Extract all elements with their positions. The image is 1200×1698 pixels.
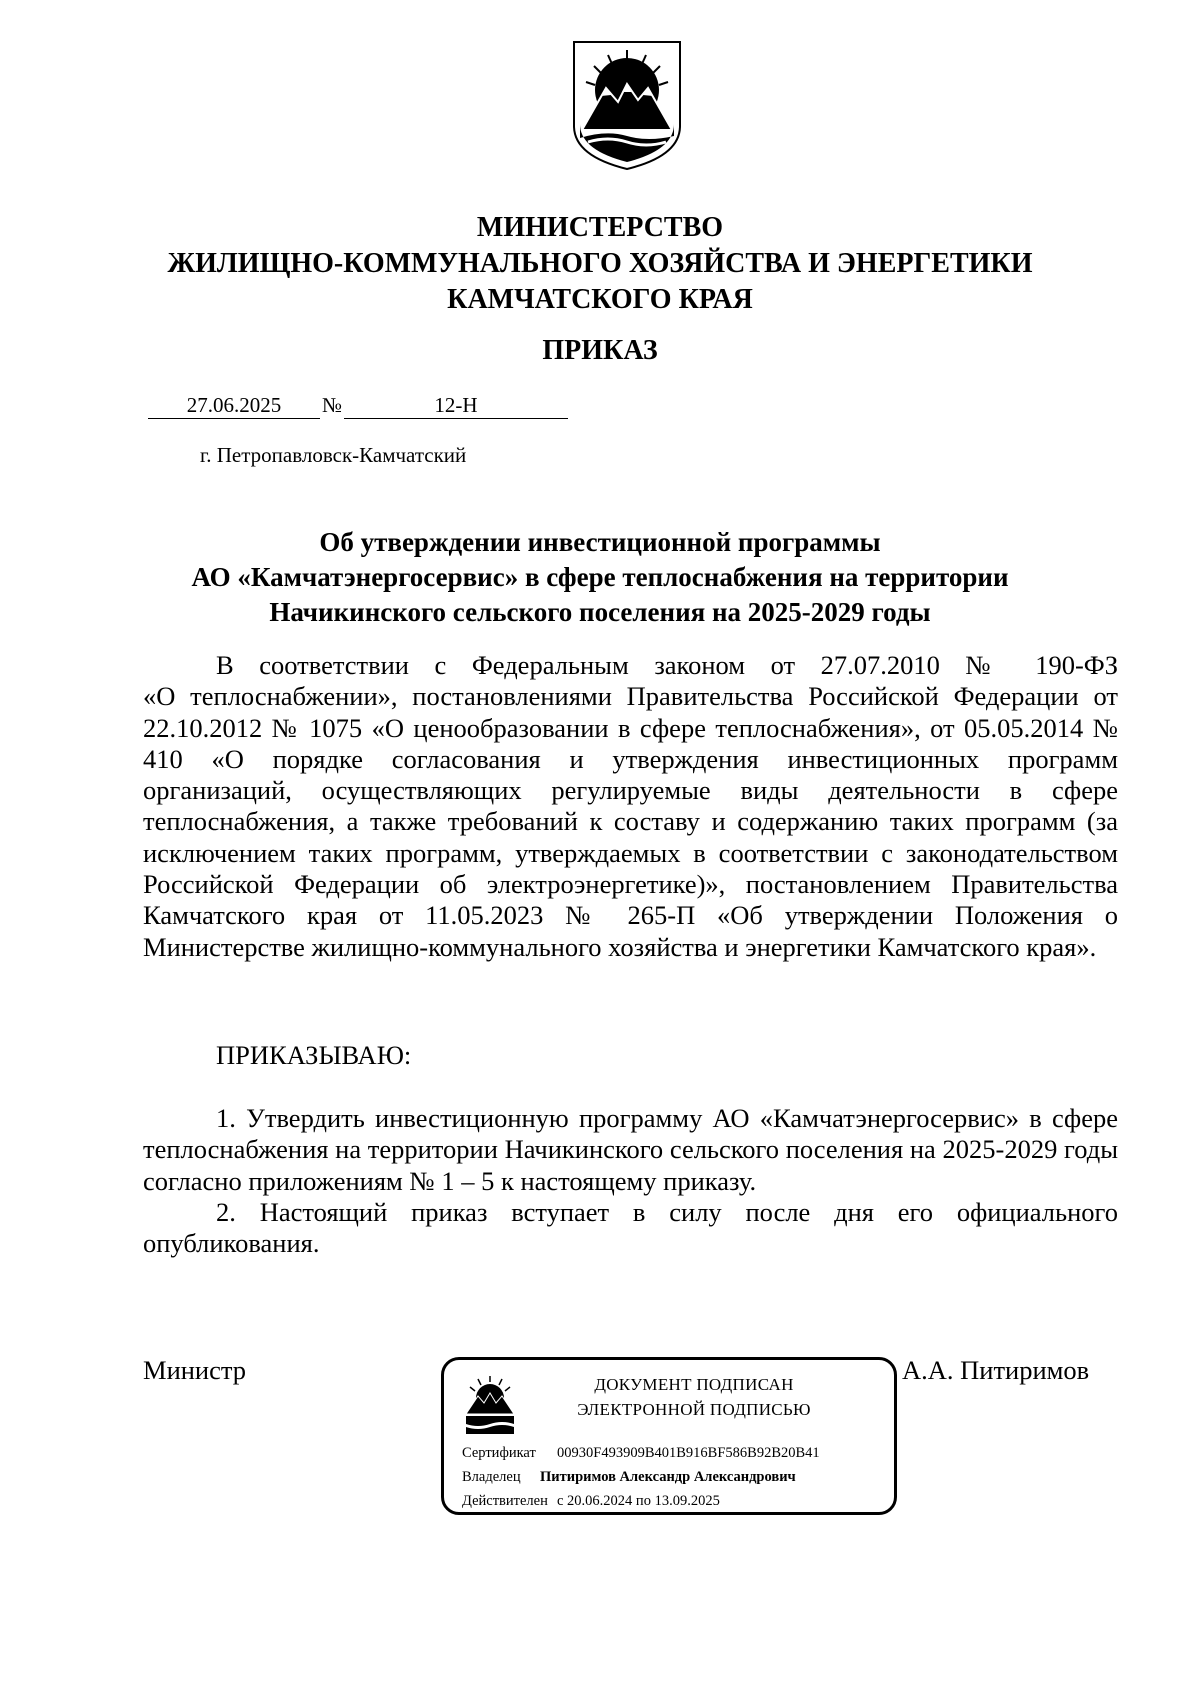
order-item-1: 1. Утвердить инвестиционную программу АО «Камчатэнергосервис» в сфере теплоснабжения на территории Начикинского сельского поселения на 2025-2029 годы согласно приложениям № 1 – 5 к настоящему приказу. <box>143 1103 1118 1196</box>
preamble-body: «О теплоснабжении», постановлениями Правительства Российской Федерации от 22.10.2012 № 1075 «О ценообразовании в сфере теплоснабжения», от 05.05.2014 № 410 «О порядке согласования и утверждения инвестиционных программ организаций, осуществляющих регулируемые виды деятельности в сфере теплоснабжения, а также требований к составу и содержанию таких программ (за исключением таких программ, утверждаемых в соответствии с законодательством Российской Федерации об электроэнергетике)», постановлением Правительства Камчатского края от 11.05.2023 № 265-П «Об утверждении Положения о Министерстве жилищно-коммунального хозяйства и энергетики Камчатского края». <box>143 681 1118 962</box>
order-items <box>143 1103 1118 1259</box>
stamp-certificate-row <box>462 1445 820 1462</box>
certificate-value: 00930F493909B401B916BF586B92B20B41 <box>557 1445 820 1461</box>
ministry-line-1: МИНИСТЕРСТВО <box>476 212 724 243</box>
ministry-line-2: ЖИЛИЩНО-КОММУНАЛЬНОГО ХОЗЯЙСТВА И ЭНЕРГЕТИКИ <box>167 248 1033 279</box>
stamp-validity-row <box>462 1493 720 1510</box>
subject-line-2: АО «Камчатэнергосервис» в сфере теплоснабжения на территории <box>191 562 1009 592</box>
signer-position: Министр <box>143 1355 247 1385</box>
order-date: 27.06.2025 <box>186 393 282 417</box>
preamble-paragraph <box>143 650 1118 963</box>
stamp-emblem-icon <box>462 1374 518 1440</box>
stamp-title-line-1: ДОКУМЕНТ ПОДПИСАН <box>594 1375 794 1394</box>
preamble-first-line: В соответствии с Федеральным законом от 27.07.2010 № 190-ФЗ <box>216 650 1118 680</box>
number-sign: № <box>321 393 343 417</box>
electronic-signature-stamp <box>441 1357 897 1515</box>
ministry-header <box>0 210 1200 318</box>
stamp-owner-row <box>462 1469 796 1486</box>
signer-name: А.А. Питиримов <box>902 1355 1090 1385</box>
city-label: г. Петропавловск-Камчатский <box>200 443 467 467</box>
stamp-title-line-2: ЭЛЕКТРОННОЙ ПОДПИСЬЮ <box>577 1400 811 1419</box>
document-type: ПРИКАЗ <box>542 335 658 366</box>
orders-heading: ПРИКАЗЫВАЮ: <box>216 1040 412 1070</box>
order-item-2: 2. Настоящий приказ вступает в силу после дня его официального опубликования. <box>143 1196 1118 1259</box>
order-subject <box>0 525 1200 630</box>
date-number-line <box>148 393 568 419</box>
validity-value: с 20.06.2024 по 13.09.2025 <box>557 1493 720 1509</box>
validity-label: Действителен <box>462 1493 548 1509</box>
certificate-label: Сертификат <box>462 1445 536 1461</box>
owner-value: Питиримов Александр Александрович <box>540 1469 796 1485</box>
owner-label: Владелец <box>462 1469 521 1485</box>
stamp-title <box>524 1372 864 1422</box>
subject-line-1: Об утверждении инвестиционной программы <box>319 527 881 557</box>
subject-line-3: Начикинского сельского поселения на 2025-2029 годы <box>269 597 931 627</box>
coat-of-arms-emblem <box>568 38 686 172</box>
ministry-line-3: КАМЧАТСКОГО КРАЯ <box>447 284 753 315</box>
order-number: 12-Н <box>434 393 478 417</box>
